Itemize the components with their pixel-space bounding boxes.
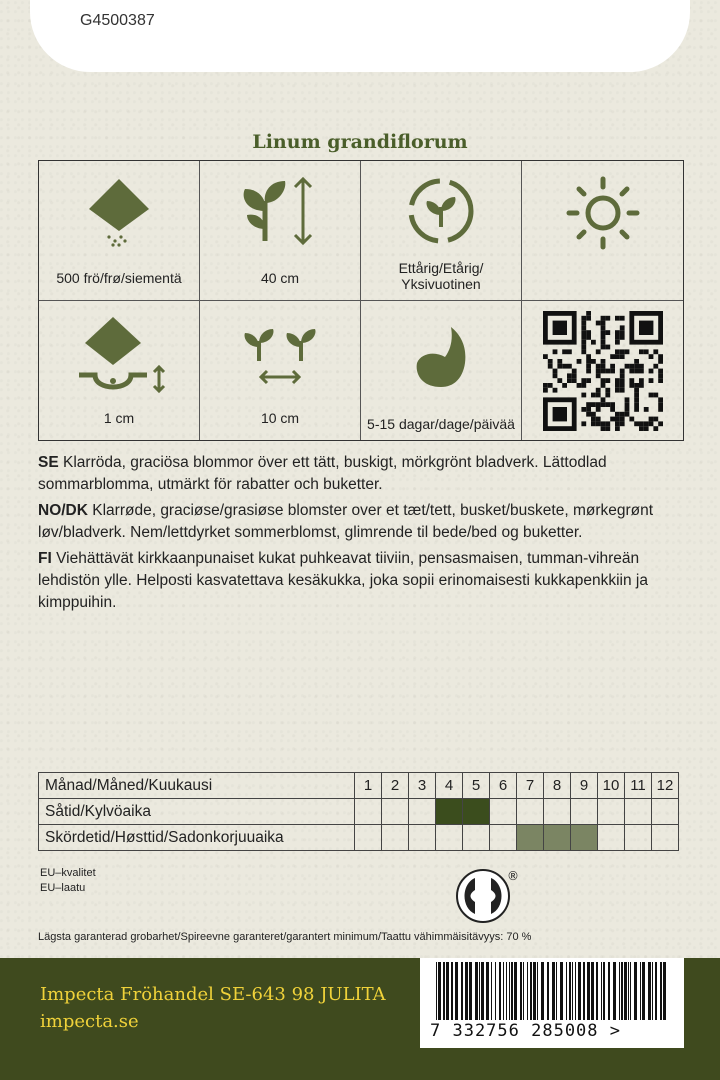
plant-height-label: 40 cm xyxy=(260,269,300,286)
sowing-month-6 xyxy=(490,799,517,825)
hang-tab-cutout xyxy=(30,0,690,72)
eu-quality-fi: EU–laatu xyxy=(40,882,86,894)
lang-code-fi: FI xyxy=(38,550,52,567)
harvest-month-7 xyxy=(517,825,544,851)
harvest-month-8 xyxy=(544,825,571,851)
sowing-month-1 xyxy=(355,799,382,825)
sun-cell xyxy=(522,161,683,301)
description-text-nodk: Klarrøde, graciøse/grasiøse blomster over et tæt/tett, busket/buskete, mørkegrønt løv/bladverk. Nem/lettdyrket sommerblomst, glimrende til bede/bed og buketter. xyxy=(38,502,654,541)
plant-spacing-label: 10 cm xyxy=(260,410,300,426)
month-11: 11 xyxy=(625,773,652,799)
month-9: 9 xyxy=(571,773,598,799)
barcode-digits: 7 332756 285008 > xyxy=(430,1021,621,1041)
month-4: 4 xyxy=(436,773,463,799)
company-address: Impecta Fröhandel SE-643 98 JULITA xyxy=(40,984,386,1005)
sowing-month-7 xyxy=(517,799,544,825)
calendar-header-row xyxy=(39,773,679,799)
description-se xyxy=(38,452,688,496)
sowing-calendar xyxy=(38,772,679,851)
sun-icon xyxy=(558,171,648,261)
description-block xyxy=(38,452,688,618)
germination-cell xyxy=(361,301,522,441)
description-text-se: Klarröda, graciösa blommor över ett tätt, buskigt, mörkgrönt bladverk. Lättodlad sommarblomma, utmärkt för rabatter och buketter. xyxy=(38,454,607,493)
lang-code-se: SE xyxy=(38,454,59,471)
month-2: 2 xyxy=(382,773,409,799)
harvest-label: Skördetid/Høsttid/Sadonkorjuuaika xyxy=(39,825,355,851)
species-name: Linum grandiflorum xyxy=(252,131,468,153)
sowing-month-2 xyxy=(382,799,409,825)
month-12: 12 xyxy=(652,773,679,799)
month-header: Månad/Måned/Kuukausi xyxy=(39,773,355,799)
harvest-month-12 xyxy=(652,825,679,851)
month-8: 8 xyxy=(544,773,571,799)
eu-quality-se: EU–kvalitet xyxy=(40,867,96,879)
plant-height-cell xyxy=(200,161,361,301)
sowing-month-8 xyxy=(544,799,571,825)
plant-spacing-cell xyxy=(200,301,361,441)
seed-count-cell xyxy=(39,161,200,301)
qr-code-cell[interactable] xyxy=(522,301,683,441)
lang-code-nodk: NO/DK xyxy=(38,502,88,519)
harvest-month-9 xyxy=(571,825,598,851)
harvest-month-1 xyxy=(355,825,382,851)
germination-label: 5-15 dagar/dage/päivää xyxy=(367,416,515,432)
sowing-month-12 xyxy=(652,799,679,825)
sowing-depth-cell xyxy=(39,301,200,441)
minimum-germination: Lägsta garanterad grobarhet/Spireevne garanteret/garantert minimum/Taattu vähimmäisitävyys: 70 % xyxy=(38,931,532,943)
registered-mark: ® xyxy=(507,869,519,883)
growing-info-grid xyxy=(38,160,684,441)
green-dot-recycling-icon xyxy=(455,868,525,924)
annual-cycle-cell xyxy=(361,161,522,301)
harvest-month-11 xyxy=(625,825,652,851)
harvest-month-6 xyxy=(490,825,517,851)
germination-icon xyxy=(401,311,481,391)
article-number: G4500387 xyxy=(80,12,155,29)
company-website[interactable]: impecta.se xyxy=(40,1011,139,1032)
month-7: 7 xyxy=(517,773,544,799)
month-5: 5 xyxy=(463,773,490,799)
plant-spacing-icon xyxy=(235,311,325,391)
sowing-month-5 xyxy=(463,799,490,825)
harvest-month-10 xyxy=(598,825,625,851)
sowing-row xyxy=(39,799,679,825)
plant-height-icon xyxy=(235,171,325,251)
annual-cycle-label: Ettårig/Etårig/ Yksivuotinen xyxy=(398,259,484,292)
sowing-month-10 xyxy=(598,799,625,825)
annual-cycle-icon xyxy=(401,171,481,251)
sowing-label: Såtid/Kylvöaika xyxy=(39,799,355,825)
month-3: 3 xyxy=(409,773,436,799)
sowing-depth-icon xyxy=(69,311,169,401)
eu-quality xyxy=(40,866,96,896)
description-nodk xyxy=(38,500,688,544)
month-10: 10 xyxy=(598,773,625,799)
barcode-area xyxy=(420,958,684,1048)
seed-count-label: 500 frö/frø/siementä xyxy=(56,269,182,286)
sowing-month-9 xyxy=(571,799,598,825)
description-text-fi: Viehättävät kirkkaanpunaiset kukat puhkeavat tiiviin, pensasmaisen, tumman-vihreän lehdistön ylle. Helposti kasvatettava kesäkukka, joka sopii erinomaisesti kukkapenkkiin ja kimppuihin. xyxy=(38,550,648,611)
harvest-month-2 xyxy=(382,825,409,851)
barcode-icon xyxy=(432,962,672,1020)
sowing-depth-label: 1 cm xyxy=(103,410,135,426)
month-1: 1 xyxy=(355,773,382,799)
month-6: 6 xyxy=(490,773,517,799)
seed-count-icon xyxy=(79,171,159,251)
sowing-month-3 xyxy=(409,799,436,825)
qr-code-icon[interactable] xyxy=(543,311,663,431)
sowing-month-4 xyxy=(436,799,463,825)
harvest-month-4 xyxy=(436,825,463,851)
harvest-row xyxy=(39,825,679,851)
harvest-month-3 xyxy=(409,825,436,851)
sowing-month-11 xyxy=(625,799,652,825)
harvest-month-5 xyxy=(463,825,490,851)
description-fi xyxy=(38,548,688,614)
